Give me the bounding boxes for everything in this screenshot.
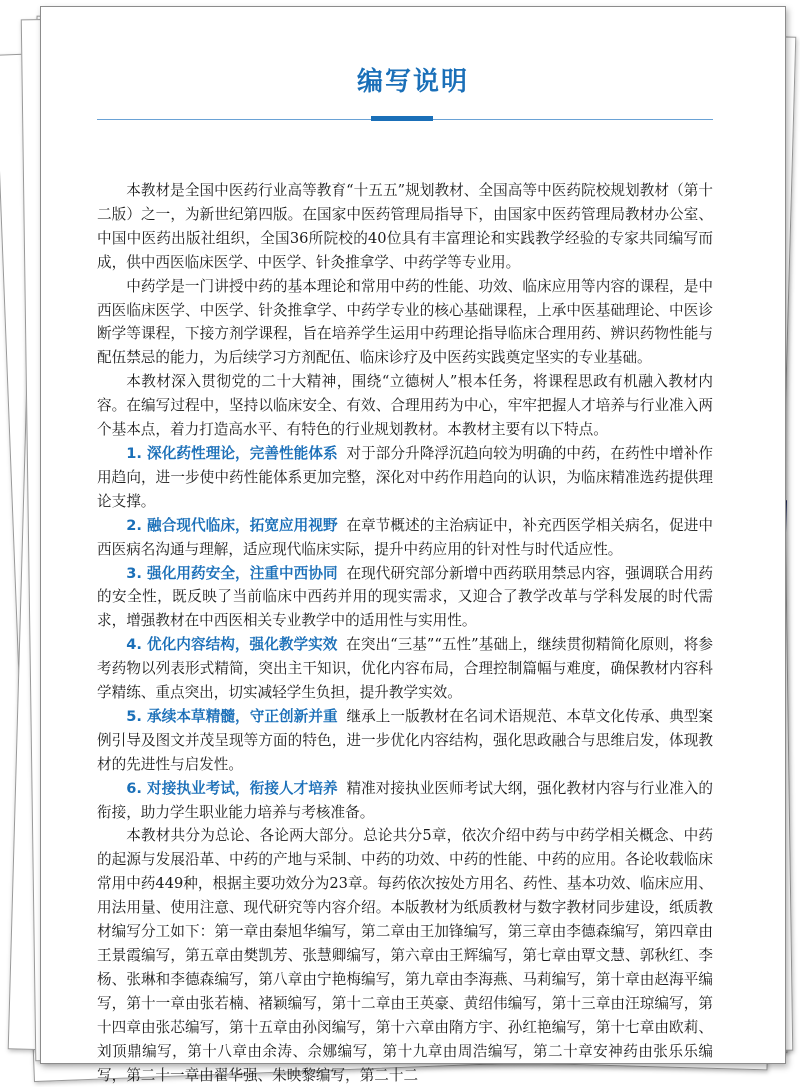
document-page	[40, 6, 786, 1084]
paragraph: 本教材共分为总论、各论两大部分。总论共分5章，依次介绍中药与中药学相关概念、中药的起源与发展沿革、中药的产地与采制、中药的功效、中药的性能、中药的应用。各论收载临床常用中药449种，根据主要功效分为23章。每药依次按处方用名、药性、基本功效、临床应用、用法用量、使用注意、现代研究等内容介绍。本版教材为纸质教材与数字教材同步建设，纸质教材编写分工如下：第一章由秦旭华编写，第二章由王加锋编写，第三章由李德森编写，第四章由王景霞编写，第五章由樊凯芳、张慧卿编写，第六章由王辉编写，第七章由覃文慧、郭秋红、李杨、张琳和李德森编写，第八章由宁艳梅编写，第九章由李海燕、马莉编写，第十章由赵海平编写，第十一章由张若楠、褚颖编写，第十二章由王英豪、黄绍伟编写，第十三章由汪琼编写，第十四章由张芯编写，第十五章由孙闵编写，第十六章由隋方宇、孙红艳编写，第十七章由欧莉、刘顶鼎编写，第十八章由余涛、佘娜编写，第十九章由周浩编写，第二十章安神药由张乐乐编写，第二十一章由翟华强、朱映黎编写，第二十二	[97, 827, 713, 1084]
paragraph: 本教材是全国中医药行业高等教育“十五五”规划教材、全国高等中医药院校规划教材（第十二版）之一，为新世纪第四版。在国家中医药管理局指导下，由国家中医药管理局教材办公室、中国中医药出版社组织，全国36所院校的40位具有丰富理论和实践教学经验的专家共同编写而成，供中西医临床医学、中医学、针灸推拿学、中药学等专业用。	[97, 182, 713, 271]
feature-item	[97, 633, 713, 705]
feature-item	[97, 562, 713, 634]
feature-item	[97, 442, 713, 514]
feature-item	[97, 777, 713, 825]
feature-text: 在章节概述的主治病证中，补充西医学相关病名，促进中西医病名沟通与理解，适应现代临床实际，提升中药应用的针对性与时代适应性。	[97, 516, 713, 558]
feature-item	[97, 514, 713, 562]
feature-heading: 2. 融合现代临床，拓宽应用视野	[126, 516, 338, 534]
feature-text: 在现代研究部分新增中西药联用禁忌内容，强调联合用药的安全性，既反映了当前临床中西药并用的现实需求，又迎合了教学改革与学科发展的时代需求，增强教材在中西医相关专业教学中的适用性与实用性。	[97, 564, 713, 630]
paragraph: 本教材深入贯彻党的二十大精神，围绕“立德树人”根本任务，将课程思政有机融入教材内容。在编写过程中，坚持以临床安全、有效、合理用药为中心，牢牢把握人才培养与行业准入两个基本点，着力打造高水平、有特色的行业规划教材。本教材主要有以下特点。	[97, 373, 713, 439]
feature-text: 对于部分升降浮沉趋向较为明确的中药，在药性中增补作用趋向，进一步使中药性能体系更加完整，深化对中药作用趋向的认识，为临床精准选药提供理论支撑。	[97, 444, 713, 510]
feature-heading: 1. 深化药性理论，完善性能体系	[126, 444, 338, 462]
feature-heading: 4. 优化内容结构，强化教学实效	[126, 636, 338, 654]
feature-text: 继承上一版教材在名词术语规范、本草文化传承、典型案例引导及图文并茂呈现等方面的特色，进一步优化内容结构，强化思政融合与思维启发，体现教材的先进性与启发性。	[97, 707, 713, 773]
feature-heading: 5. 承续本草精髓，守正创新并重	[126, 707, 338, 725]
page-title: 编写说明	[356, 67, 469, 97]
feature-text: 在突出“三基”“五性”基础上，继续贯彻精简化原则，将参考药物以列表形式精简，突出主干知识，优化内容布局，合理控制篇幅与难度，确保教材内容科学精练、重点突出，切实减轻学生负担，提升教学实效。	[97, 636, 713, 702]
feature-heading: 3. 强化用药安全，注重中西协同	[126, 564, 338, 582]
body-text	[97, 179, 713, 1087]
feature-text: 精准对接执业医师考试大纲，强化教材内容与行业准入的衔接，助力学生职业能力培养与考核准备。	[97, 779, 713, 821]
paragraph: 中药学是一门讲授中药的基本理论和常用中药的性能、功效、临床应用等内容的课程，是中西医临床医学、中医学、针灸推拿学、中药学专业的核心基础课程，上承中医基础理论、中医诊断学等课程，下接方剂学课程，旨在培养学生运用中药理论指导临床合理用药、辨识药物性能与配伍禁忌的能力，为后续学习方剂配伍、临床诊疗及中医药实践奠定坚实的专业基础。	[97, 277, 713, 367]
feature-item	[97, 705, 713, 777]
title-divider-accent	[371, 116, 433, 121]
feature-heading: 6. 对接执业考试，衔接人才培养	[126, 779, 338, 797]
